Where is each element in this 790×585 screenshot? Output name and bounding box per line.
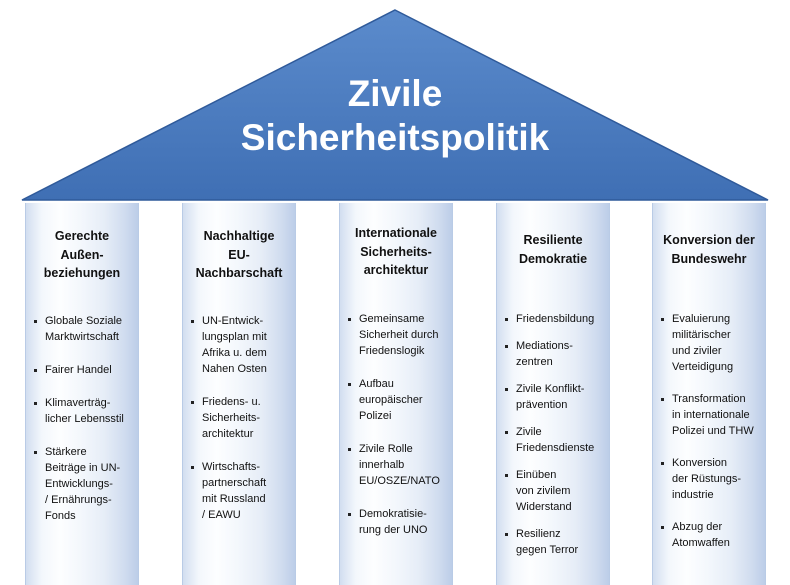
list-item [505, 338, 607, 370]
list-item-line: Resilienz [516, 528, 561, 540]
list-item [661, 391, 763, 439]
pillar-title [653, 231, 765, 268]
list-item-line: mit Russland [202, 493, 266, 505]
list-item-line: Friedensbildung [516, 313, 595, 325]
list-item-line: Atomwaffen [672, 537, 730, 549]
pillar-title-line: Nachbarschaft [195, 266, 283, 280]
list-item-line: Fairer Handel [45, 364, 112, 376]
pillar-title-line: architektur [363, 263, 429, 277]
list-item-line: Stärkere [45, 446, 87, 458]
list-item [348, 506, 450, 538]
list-item-line: gegen Terror [516, 544, 579, 556]
list-item [505, 526, 607, 558]
list-item-line: Aufbau [359, 378, 394, 390]
list-item-line: Zivile Rolle [359, 443, 413, 455]
list-item [348, 311, 450, 359]
pillar-title [340, 224, 452, 280]
list-item-line: Klimaverträg- [45, 397, 111, 409]
list-item [505, 467, 607, 515]
pillar-title-line: Sicherheits- [360, 244, 432, 259]
list-item-line: Wirtschafts- [202, 461, 261, 473]
list-item-line: Polizei [359, 410, 392, 422]
pillar-title [497, 231, 609, 268]
list-item [505, 424, 607, 456]
list-item-line: Verteidigung [672, 361, 734, 373]
list-item-line: Friedensdienste [516, 442, 595, 454]
list-item-line: partnerschaft [202, 477, 267, 489]
list-item [191, 459, 293, 523]
list-item [34, 362, 136, 378]
list-item-line: UN-Entwick- [202, 315, 264, 327]
list-item-line: und ziviler [672, 345, 722, 357]
list-item-line: militärischer [672, 329, 731, 341]
list-item-line: industrie [672, 489, 714, 501]
list-item-line: lungsplan mit [202, 331, 267, 343]
list-item-line: Transformation [672, 393, 746, 405]
list-item-line: rung der UNO [359, 524, 428, 536]
pillar-nachhaltige-eu-nachbarschaft [182, 203, 296, 585]
pillar-list [348, 311, 450, 538]
list-item-line: Evaluierung [672, 313, 731, 325]
list-item-line: Fonds [45, 510, 76, 522]
pillar-title-line: Konversion der [663, 233, 755, 247]
list-item-line: Zivile Konflikt- [516, 383, 585, 395]
list-item-line: Nahen Osten [202, 363, 267, 375]
list-item-line: innerhalb [359, 459, 405, 471]
list-item-line: von zivilem [516, 485, 571, 497]
pillar-list [661, 311, 763, 551]
pillar-title-line: Resiliente [523, 233, 583, 247]
list-item-line: zentren [516, 356, 553, 368]
list-item-line: Sicherheits- [202, 412, 261, 424]
list-item-line: architektur [202, 428, 254, 440]
list-item [661, 455, 763, 503]
list-item-line: europäischer [359, 394, 423, 406]
pillar-title-line: Außen- [60, 247, 104, 262]
list-item [191, 313, 293, 377]
list-item-line: EU/OSZE/NATO [359, 475, 440, 487]
list-item-line: Zivile [516, 426, 542, 438]
list-item-line: in internationale [672, 409, 750, 421]
list-item-line: Konversion [672, 457, 728, 469]
pillar-title [26, 227, 138, 283]
pillar-list [505, 311, 607, 558]
list-item-line: Entwicklungs- [45, 478, 113, 490]
list-item [505, 311, 607, 327]
list-item-line: Widerstand [516, 501, 572, 513]
list-item-line: Abzug der [672, 521, 723, 533]
list-item-line: Beiträge in UN- [45, 462, 121, 474]
pillar-title [183, 227, 295, 283]
pillar-title-line: Internationale [355, 226, 437, 240]
list-item-line: Gemeinsame [359, 313, 425, 325]
list-item-line: Mediations- [516, 340, 573, 352]
list-item [34, 444, 136, 524]
list-item-line: Globale Soziale [45, 315, 123, 327]
list-item-line: Marktwirtschaft [45, 331, 119, 343]
pillar-gerechte-aussenbeziehungen [25, 203, 139, 585]
roof-title [0, 72, 790, 160]
list-item [348, 376, 450, 424]
list-item-line: Polizei und THW [672, 425, 754, 437]
list-item-line: Afrika u. dem [202, 347, 267, 359]
pillar-title-line: Demokratie [518, 251, 588, 266]
pillar-title-line: beziehungen [43, 266, 121, 280]
pillar-title-line: Bundeswehr [671, 251, 747, 266]
list-item [505, 381, 607, 413]
pillar-title-line: Gerechte [54, 229, 110, 243]
pillar-resiliente-demokratie [496, 203, 610, 585]
list-item-line: Einüben [516, 469, 557, 481]
list-item-line: Demokratisie- [359, 508, 427, 520]
list-item-line: / EAWU [202, 509, 241, 521]
list-item-line: Sicherheit durch [359, 329, 439, 341]
list-item-line: Friedenslogik [359, 345, 425, 357]
list-item [191, 394, 293, 442]
list-item [348, 441, 450, 489]
list-item-line: licher Lebensstil [45, 413, 124, 425]
pillar-konversion-der-bundeswehr [652, 203, 766, 585]
pillar-list [34, 313, 136, 524]
pillar-title-line: Nachhaltige [203, 229, 275, 243]
list-item-line: prävention [516, 399, 568, 411]
list-item-line: Friedens- u. [202, 396, 261, 408]
list-item-line: / Ernährungs- [45, 494, 112, 506]
list-item [661, 519, 763, 551]
roof-title-line2: Sicherheitspolitik [240, 117, 550, 158]
pillar-internationale-sicherheitsarchitektur [339, 203, 453, 585]
list-item [34, 313, 136, 345]
roof-title-line1: Zivile [347, 73, 443, 114]
list-item [34, 395, 136, 427]
list-item-line: der Rüstungs- [672, 473, 742, 485]
list-item [661, 311, 763, 375]
pillar-list [191, 313, 293, 523]
pillar-title-line: EU- [228, 247, 250, 262]
